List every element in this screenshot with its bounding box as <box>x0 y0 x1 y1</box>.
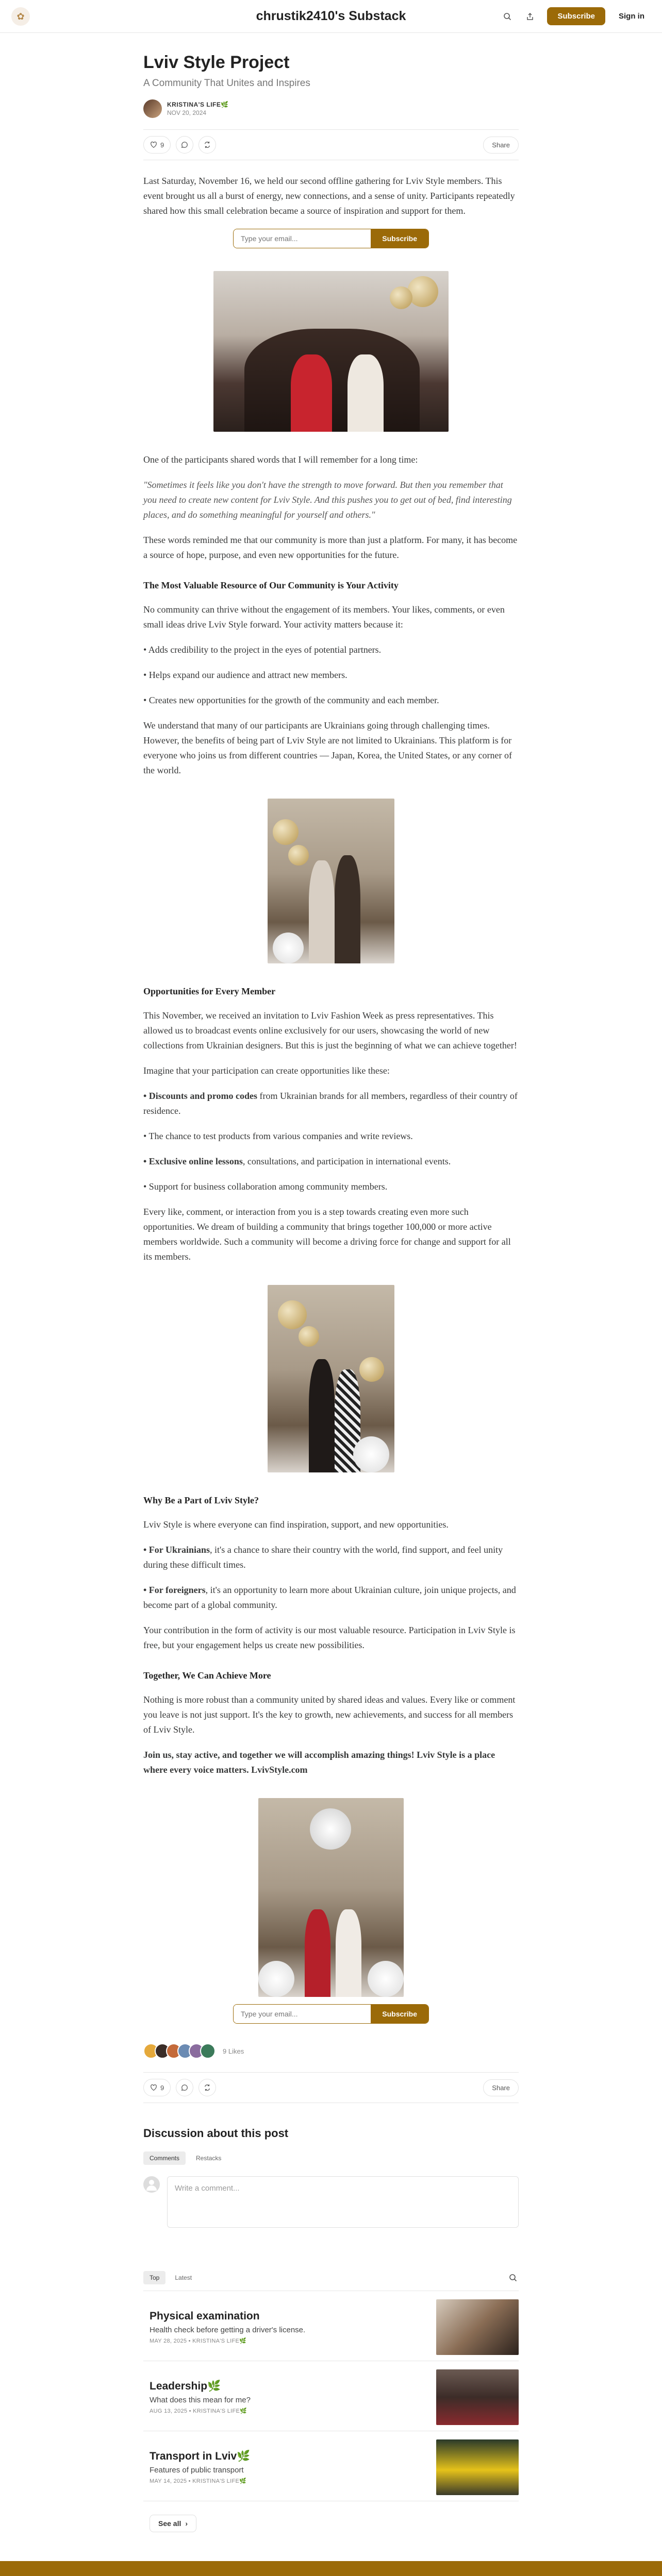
list-item: • Support for business collaboration among community members. <box>143 1181 388 1192</box>
list-item: • Discounts and promo codes from Ukrainian brands for all members, regardless of their country of residence. <box>143 1091 518 1116</box>
quote: "Sometimes it feels like you don't have the strength to move forward. But then you remember that you need to create new content for Lviv Style. And this pushes you to get out of bed, find interesting places, and do something meaningful for yourself and others." <box>143 480 512 520</box>
comment-icon <box>181 2084 188 2091</box>
restack-icon <box>204 2084 211 2091</box>
list-item: • Creates new opportunities for the growth of the community and each member. <box>143 695 439 705</box>
event-photo-4[interactable] <box>258 1798 404 1997</box>
header-subscribe-button[interactable]: Subscribe <box>547 7 605 25</box>
list-item[interactable] <box>143 2291 519 2361</box>
likes-count-label[interactable]: 9 Likes <box>223 2047 244 2055</box>
email-input[interactable] <box>234 229 371 248</box>
group-photo[interactable] <box>213 271 449 432</box>
post-item-title[interactable]: Physical examination <box>150 2310 260 2322</box>
inline-subscribe <box>143 229 519 248</box>
email-input[interactable] <box>234 2005 371 2023</box>
publication-logo[interactable]: ✿ <box>11 7 30 26</box>
list-item: • Exclusive online lessons, consultations, and participation in international events. <box>143 1156 451 1166</box>
post-item-meta: MAY 28, 2025 • KRISTINA'S LIFE🌿 <box>150 2337 247 2344</box>
top-bar <box>0 0 662 33</box>
post-subtitle: A Community That Unites and Inspires <box>143 78 310 89</box>
bullet-list <box>143 1089 519 1194</box>
tab-comments[interactable]: Comments <box>143 2151 186 2165</box>
share-button[interactable]: Share <box>483 137 519 154</box>
paragraph: We understand that many of our participants are Ukrainians going through challenging times. However, the benefits of being part of Lviv Style are not limited to Ukrainians. This platform is for everyone who joins us from different countries — Japan, Korea, the United States, or any corner of the world. <box>143 720 512 775</box>
inline-subscribe <box>143 2004 519 2024</box>
list-item[interactable] <box>143 2431 519 2501</box>
list-item: • The chance to test products from various companies and write reviews. <box>143 1131 413 1141</box>
bullet-list <box>143 1543 519 1613</box>
post-list-header <box>143 2271 519 2291</box>
list-item[interactable] <box>143 2361 519 2431</box>
share-button[interactable]: Share <box>483 2079 519 2096</box>
restack-button[interactable] <box>198 136 216 154</box>
post-item-title[interactable]: Transport in Lviv🌿 <box>150 2450 251 2462</box>
article-body <box>143 174 519 2024</box>
post-item-subtitle: What does this mean for me? <box>150 2395 251 2404</box>
tab-top[interactable]: Top <box>143 2271 166 2284</box>
signin-button[interactable]: Sign in <box>619 12 644 21</box>
paragraph: Your contribution in the form of activity is our most valuable resource. Participation in Lviv Style is free, but your engagement helps us create new possibilities. <box>143 1625 516 1650</box>
article-container <box>143 53 519 2532</box>
paragraph: No community can thrive without the engagement of its members. Your likes, comments, or even small ideas drive Lviv Style forward. Your activity matters because it: <box>143 604 505 630</box>
paragraph: These words reminded me that our community is more than just a platform. For many, it has become a source of hope, purpose, and even new opportunities for the future. <box>143 535 518 560</box>
byline <box>143 99 519 118</box>
restack-button[interactable] <box>198 2079 216 2096</box>
author-name[interactable]: KRISTINA'S LIFE🌿 <box>167 101 229 108</box>
search-icon[interactable] <box>507 2272 519 2283</box>
event-photo-3[interactable] <box>268 1285 394 1472</box>
tab-restacks[interactable]: Restacks <box>196 2155 222 2162</box>
restack-icon <box>204 141 211 148</box>
topbar-actions <box>502 7 647 25</box>
chevron-right-icon: › <box>185 2519 188 2528</box>
list-item: • Helps expand our audience and attract new members. <box>143 670 347 680</box>
paragraph: One of the participants shared words that I will remember for a long time: <box>143 454 418 465</box>
liker-avatars[interactable] <box>143 2043 216 2059</box>
figure <box>143 799 519 963</box>
post-item-meta: MAY 14, 2025 • KRISTINA'S LIFE🌿 <box>150 2478 247 2484</box>
comment-input[interactable]: Write a comment... <box>167 2176 519 2228</box>
inline-subscribe-button[interactable]: Subscribe <box>371 2005 428 2023</box>
user-avatar-icon <box>143 2176 160 2193</box>
post-action-bar <box>143 129 519 160</box>
share-icon[interactable] <box>524 11 536 22</box>
paragraph: Last Saturday, November 16, we held our second offline gathering for Lviv Style members. This event brought us all a burst of energy, new connections, and a sense of unity. Participants repeatedly shared how this small celebration became a source of inspiration and support for them. <box>143 176 515 216</box>
comment-button[interactable] <box>176 136 193 154</box>
like-button[interactable] <box>143 2079 171 2096</box>
author-avatar[interactable] <box>143 99 162 118</box>
ready-for-more-section <box>0 2561 662 2576</box>
figure <box>143 271 519 432</box>
post-item-subtitle: Features of public transport <box>150 2465 244 2475</box>
heart-icon <box>150 141 157 148</box>
paragraph: Lviv Style is where everyone can find inspiration, support, and new opportunities. <box>143 1519 449 1530</box>
search-icon[interactable] <box>502 11 513 22</box>
section-heading: The Most Valuable Resource of Our Community is Your Activity <box>143 580 399 590</box>
discussion-title: Discussion about this post <box>143 2127 289 2140</box>
post-action-bar-bottom <box>143 2072 519 2103</box>
post-item-meta: AUG 13, 2025 • KRISTINA'S LIFE🌿 <box>150 2408 247 2414</box>
like-count: 9 <box>160 2083 164 2092</box>
comment-icon <box>181 141 188 148</box>
bullet-list <box>143 642 519 708</box>
event-photo-2[interactable] <box>268 799 394 963</box>
post-thumbnail[interactable] <box>436 2299 519 2355</box>
section-heading: Opportunities for Every Member <box>143 986 276 996</box>
post-date: NOV 20, 2024 <box>167 109 207 116</box>
paragraph: Join us, stay active, and together we will accomplish amazing things! Lviv Style is a place where every voice matters. LvivStyle.com <box>143 1750 495 1775</box>
comment-composer <box>143 2176 519 2228</box>
inline-subscribe-button[interactable]: Subscribe <box>371 229 428 248</box>
list-item: • For foreigners, it's an opportunity to learn more about Ukrainian culture, join unique projects, and become part of a global community. <box>143 1585 516 1610</box>
paragraph: Imagine that your participation can create opportunities like these: <box>143 1065 390 1076</box>
paragraph: Nothing is more robust than a community united by shared ideas and values. Every like or comment you leave is not just support. It's the key to growth, new achievements, and success for all members of Lviv Style. <box>143 1694 516 1735</box>
tab-latest[interactable]: Latest <box>175 2274 192 2281</box>
post-thumbnail[interactable] <box>436 2439 519 2495</box>
discussion-tabs <box>143 2151 519 2165</box>
comment-button[interactable] <box>176 2079 193 2096</box>
paragraph: Every like, comment, or interaction from you is a step towards creating even more such opportunities. We dream of building a community that brings together 100,000 or more active members worldwide. Such a community will become a driving force for change and support for all its members. <box>143 1207 511 1262</box>
site-title[interactable]: chrustik2410's Substack <box>256 9 406 23</box>
like-count: 9 <box>160 141 164 149</box>
list-item: • Adds credibility to the project in the eyes of potential partners. <box>143 645 382 655</box>
likes-row <box>143 2043 519 2059</box>
see-all-button[interactable]: See all › <box>150 2515 196 2532</box>
post-item-subtitle: Health check before getting a driver's license. <box>150 2325 306 2334</box>
list-item: • For Ukrainians, it's a chance to share their country with the world, find support, and feel unity during these difficult times. <box>143 1545 503 1570</box>
paragraph: This November, we received an invitation to Lviv Fashion Week as press representatives. This allowed us to broadcast events online exclusively for our users, showcasing the world of new collections from Ukrainian designers. But this is just the beginning of what we can achieve together! <box>143 1010 517 1050</box>
heart-icon <box>150 2084 157 2091</box>
post-thumbnail[interactable] <box>436 2369 519 2425</box>
like-button[interactable] <box>143 136 171 154</box>
section-heading: Together, We Can Achieve More <box>143 1670 271 1681</box>
section-heading: Why Be a Part of Lviv Style? <box>143 1495 259 1505</box>
figure <box>143 1285 519 1472</box>
post-item-title[interactable]: Leadership🌿 <box>150 2380 221 2392</box>
figure <box>143 1798 519 1997</box>
post-title: Lviv Style Project <box>143 53 290 72</box>
